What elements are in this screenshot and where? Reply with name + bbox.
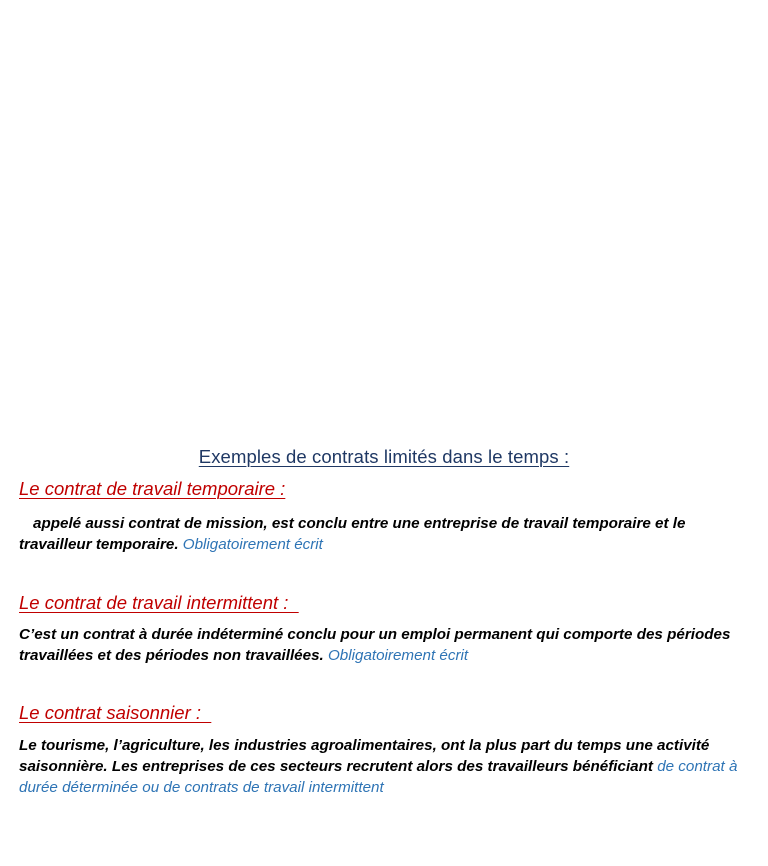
section-paragraph-saisonnier xyxy=(19,735,744,798)
section-heading-saisonnier: Le contrat saisonnier : xyxy=(19,702,212,723)
section-paragraph-intermittent xyxy=(19,624,744,666)
section-text: appelé aussi contrat de mission, est conclu entre une entreprise de travail temporaire et le travailleur temporaire. xyxy=(19,515,686,553)
section-note: Obligatoirement écrit xyxy=(182,536,323,553)
section-heading-intermittent: Le contrat de travail intermittent : xyxy=(19,592,299,613)
section-note: de contrat à durée déterminée ou de contrats de travail intermittent xyxy=(19,758,738,796)
page-title: Exemples de contrats limités dans le temps : xyxy=(198,446,570,467)
section-note: Obligatoirement écrit xyxy=(327,647,469,664)
section-text: Le tourisme, l’agriculture, les industries agroalimentaires, ont la plus part du temps une activité saisonnière. Les entreprises de ces secteurs recrutent alors des travailleurs bénéficiant xyxy=(19,737,710,775)
section-heading-temporaire: Le contrat de travail temporaire : xyxy=(19,478,286,499)
section-paragraph-temporaire xyxy=(19,513,744,555)
section-text: C’est un contrat à durée indéterminé conclu pour un emploi permanent qui comporte des périodes travaillées et des périodes non travaillées. xyxy=(19,626,731,664)
